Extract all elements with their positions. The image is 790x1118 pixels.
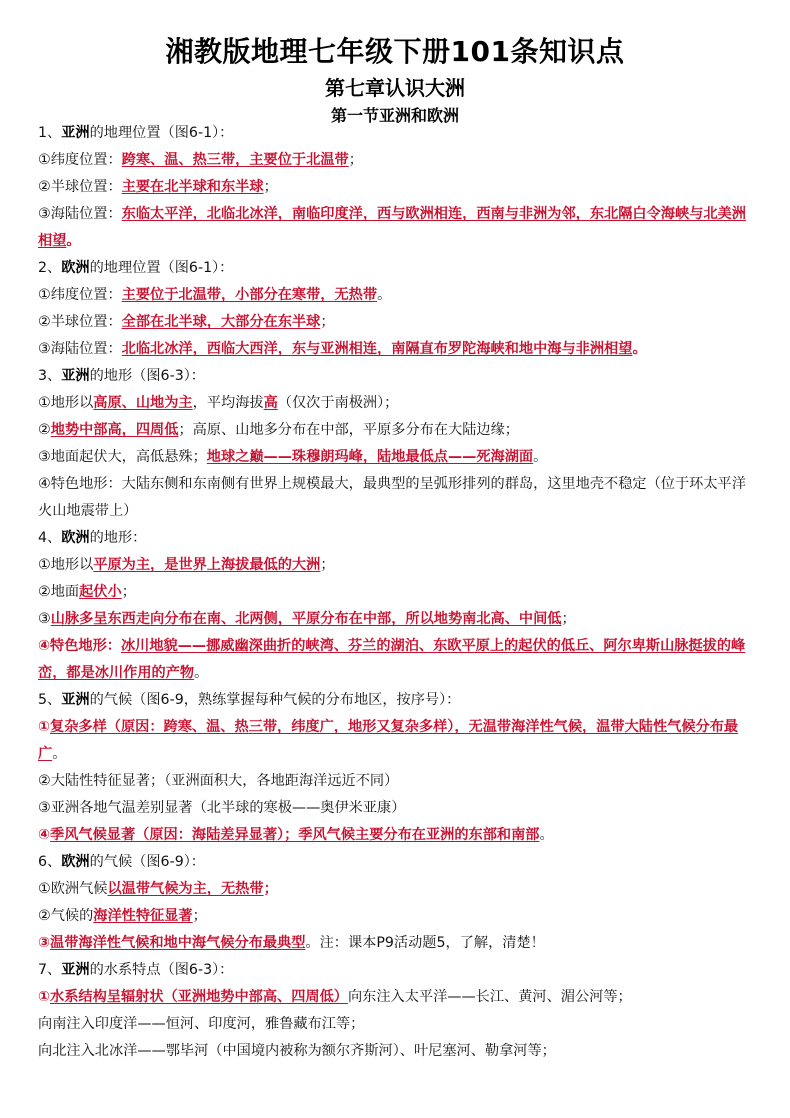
text-run: （仅次于南极洲）； [277, 395, 399, 411]
highlighted-text: 。 [66, 233, 81, 249]
bold-term: 亚洲 [61, 692, 90, 708]
text-line [38, 1011, 752, 1038]
text-run: ③ [38, 611, 51, 627]
text-run: 的地形： [89, 530, 147, 546]
text-run: ①地形以 [38, 557, 94, 573]
text-run: 。 [194, 665, 209, 681]
text-line [38, 174, 752, 201]
text-line [38, 768, 752, 795]
text-line [38, 984, 752, 1011]
text-run: ； [192, 908, 207, 924]
highlighted-text: 跨寒、温、热三带，主要位于北温带 [121, 152, 349, 168]
text-line [38, 147, 752, 174]
bold-term: 亚洲 [61, 125, 90, 141]
text-run: ； [121, 584, 136, 600]
highlighted-text: 。 [632, 341, 647, 357]
highlighted-text: 山脉多呈东西走向分布在南、北两侧，平原分布在中部，所以地势南北高、中间低 [50, 611, 562, 627]
highlighted-text: 地球之巅——珠穆朗玛峰，陆地最低点——死海湖面 [206, 449, 534, 465]
text-run: ③海陆位置： [38, 341, 122, 357]
highlighted-text: 冰川地貌——挪威幽深曲折的峡湾、芬兰的湖泊、东欧平原上的起伏的低丘、阿尔卑斯山脉挺拔的峰峦，都是冰川作用的产物 [38, 638, 746, 681]
highlighted-text: 地势中部高，四周低 [50, 422, 179, 438]
highlighted-text: ④特色地形： [38, 638, 121, 654]
text-run: 。 [533, 449, 548, 465]
text-run: 向东注入太平洋——长江、黄河、湄公河等； [347, 989, 632, 1005]
text-line [38, 633, 752, 687]
highlighted-text: 全部在北半球，大部分在东半球 [121, 314, 321, 330]
text-line [38, 579, 752, 606]
highlighted-text: 起伏小 [79, 584, 122, 600]
text-line [38, 336, 752, 363]
text-run: 6、 [38, 854, 62, 870]
text-run: 的地形（图6-3）： [89, 368, 205, 384]
text-run: 7、 [38, 962, 62, 978]
text-run: 。注：课本P9活动题5，了解，清楚！ [305, 935, 545, 951]
text-run: 。 [377, 287, 392, 303]
text-line [38, 957, 752, 984]
text-run: ①纬度位置： [38, 152, 122, 168]
document-title: 湘教版地理七年级下册101条知识点 [165, 35, 625, 68]
text-run: 向南注入印度洋——恒河、印度河，雅鲁藏布江等； [38, 1016, 365, 1032]
text-line [38, 471, 752, 525]
highlighted-text: ； [263, 881, 278, 897]
text-run: 。 [52, 746, 67, 762]
text-run: ； [320, 314, 335, 330]
content-body [38, 120, 752, 1065]
text-run: 5、 [38, 692, 62, 708]
text-run: 向北注入北冰洋——鄂毕河（中国境内被称为额尔齐斯河）、叶尼塞河、勒拿河等； [38, 1043, 556, 1059]
text-run: ②半球位置： [38, 314, 122, 330]
text-run: 的气候（图6-9，熟练掌握每种气候的分布地区，按序号）： [89, 692, 461, 708]
highlighted-text: 高原、山地为主 [93, 395, 193, 411]
highlighted-text: 高 [263, 395, 278, 411]
text-line [38, 930, 752, 957]
highlighted-text: 东临太平洋，北临北冰洋，南临印度洋，西与欧洲相连，西南与非洲为邻，东北隔白令海峡与北美洲相望 [38, 206, 746, 249]
text-line [38, 822, 752, 849]
text-run: ③海陆位置： [38, 206, 122, 222]
text-run: 4、 [38, 530, 62, 546]
text-line [38, 309, 752, 336]
highlighted-text: 水系结构呈辐射状（亚洲地势中部高、四周低） [50, 989, 348, 1005]
text-run: 2、 [38, 260, 62, 276]
text-line [38, 255, 752, 282]
text-run: ①欧洲气候 [38, 881, 108, 897]
text-run: ，平均海拔 [192, 395, 264, 411]
chapter-title: 第七章认识大洲 [325, 76, 465, 100]
bold-term: 亚洲 [61, 368, 90, 384]
highlighted-text: 海洋性特征显著 [93, 908, 193, 924]
text-run: ；高原、山地多分布在中部，平原多分布在大陆边缘； [178, 422, 519, 438]
section-title: 第一节亚洲和欧洲 [330, 106, 459, 125]
text-run: ③地面起伏大，高低悬殊； [38, 449, 207, 465]
highlighted-text: 主要位于北温带，小部分在寒带，无热带 [121, 287, 378, 303]
highlighted-text: 北临北冰洋，西临大西洋，东与亚洲相连，南隔直布罗陀海峡和地中海与非洲相望 [121, 341, 633, 357]
text-run: ④特色地形：大陆东侧和东南侧有世界上规模最大，最典型的呈弧形排列的群岛，这里地壳不稳定（位于环太平洋火山地震带上） [38, 476, 746, 519]
highlighted-text: 复杂多样（原因：跨寒、温、热三带，纬度广，地形又复杂多样），无温带海洋性气候，温带大陆性气候分布最广 [38, 719, 739, 762]
bold-term: 欧洲 [61, 530, 90, 546]
text-line [38, 687, 752, 714]
text-run: 的气候（图6-9）： [89, 854, 205, 870]
highlighted-text: ④ [38, 827, 51, 843]
text-run: ； [320, 557, 335, 573]
text-line [38, 903, 752, 930]
text-run: ②地面 [38, 584, 80, 600]
text-line [38, 363, 752, 390]
text-run: 。 [539, 827, 554, 843]
text-line [38, 390, 752, 417]
text-run: ①地形以 [38, 395, 94, 411]
text-line [38, 1038, 752, 1065]
highlighted-text: ① [38, 989, 51, 1005]
text-run: 的地理位置（图6-1）： [89, 260, 234, 276]
highlighted-text: 温带海洋性气候和地中海气候分布最典型 [50, 935, 306, 951]
text-run: ； [263, 179, 278, 195]
text-run: 1、 [38, 125, 62, 141]
text-line [38, 525, 752, 552]
text-run: ②大陆性特征显著；（亚洲面积大，各地距海洋远近不同） [38, 773, 399, 789]
highlighted-text: 平原为主，是世界上海拔最低的大洲 [93, 557, 321, 573]
text-line [38, 417, 752, 444]
text-line [38, 876, 752, 903]
text-run: ①纬度位置： [38, 287, 122, 303]
text-line [38, 849, 752, 876]
highlighted-text: 主要在北半球和东半球 [121, 179, 264, 195]
text-line [38, 444, 752, 471]
highlighted-text: 以温带气候为主，无热带 [107, 881, 264, 897]
text-run: ②气候的 [38, 908, 94, 924]
text-run: 的地理位置（图6-1）： [89, 125, 234, 141]
text-line [38, 120, 752, 147]
highlighted-text: ① [38, 719, 51, 735]
text-run: 的水系特点（图6-3）： [89, 962, 234, 978]
highlighted-text: ③ [38, 935, 51, 951]
text-line [38, 606, 752, 633]
text-run: 3、 [38, 368, 62, 384]
bold-term: 欧洲 [61, 260, 90, 276]
text-line [38, 552, 752, 579]
highlighted-text: 季风气候显著（原因：海陆差异显著）；季风气候主要分布在亚洲的东部和南部 [50, 827, 540, 843]
text-line [38, 201, 752, 255]
text-run: ； [561, 611, 576, 627]
text-run: ② [38, 422, 51, 438]
bold-term: 欧洲 [61, 854, 90, 870]
bold-term: 亚洲 [61, 962, 90, 978]
text-line [38, 795, 752, 822]
text-run: ③亚洲各地气温差别显著（北半球的寒极——奥伊米亚康） [38, 800, 406, 816]
text-run: ； [348, 152, 363, 168]
text-run: ②半球位置： [38, 179, 122, 195]
text-line [38, 714, 752, 768]
text-line [38, 282, 752, 309]
